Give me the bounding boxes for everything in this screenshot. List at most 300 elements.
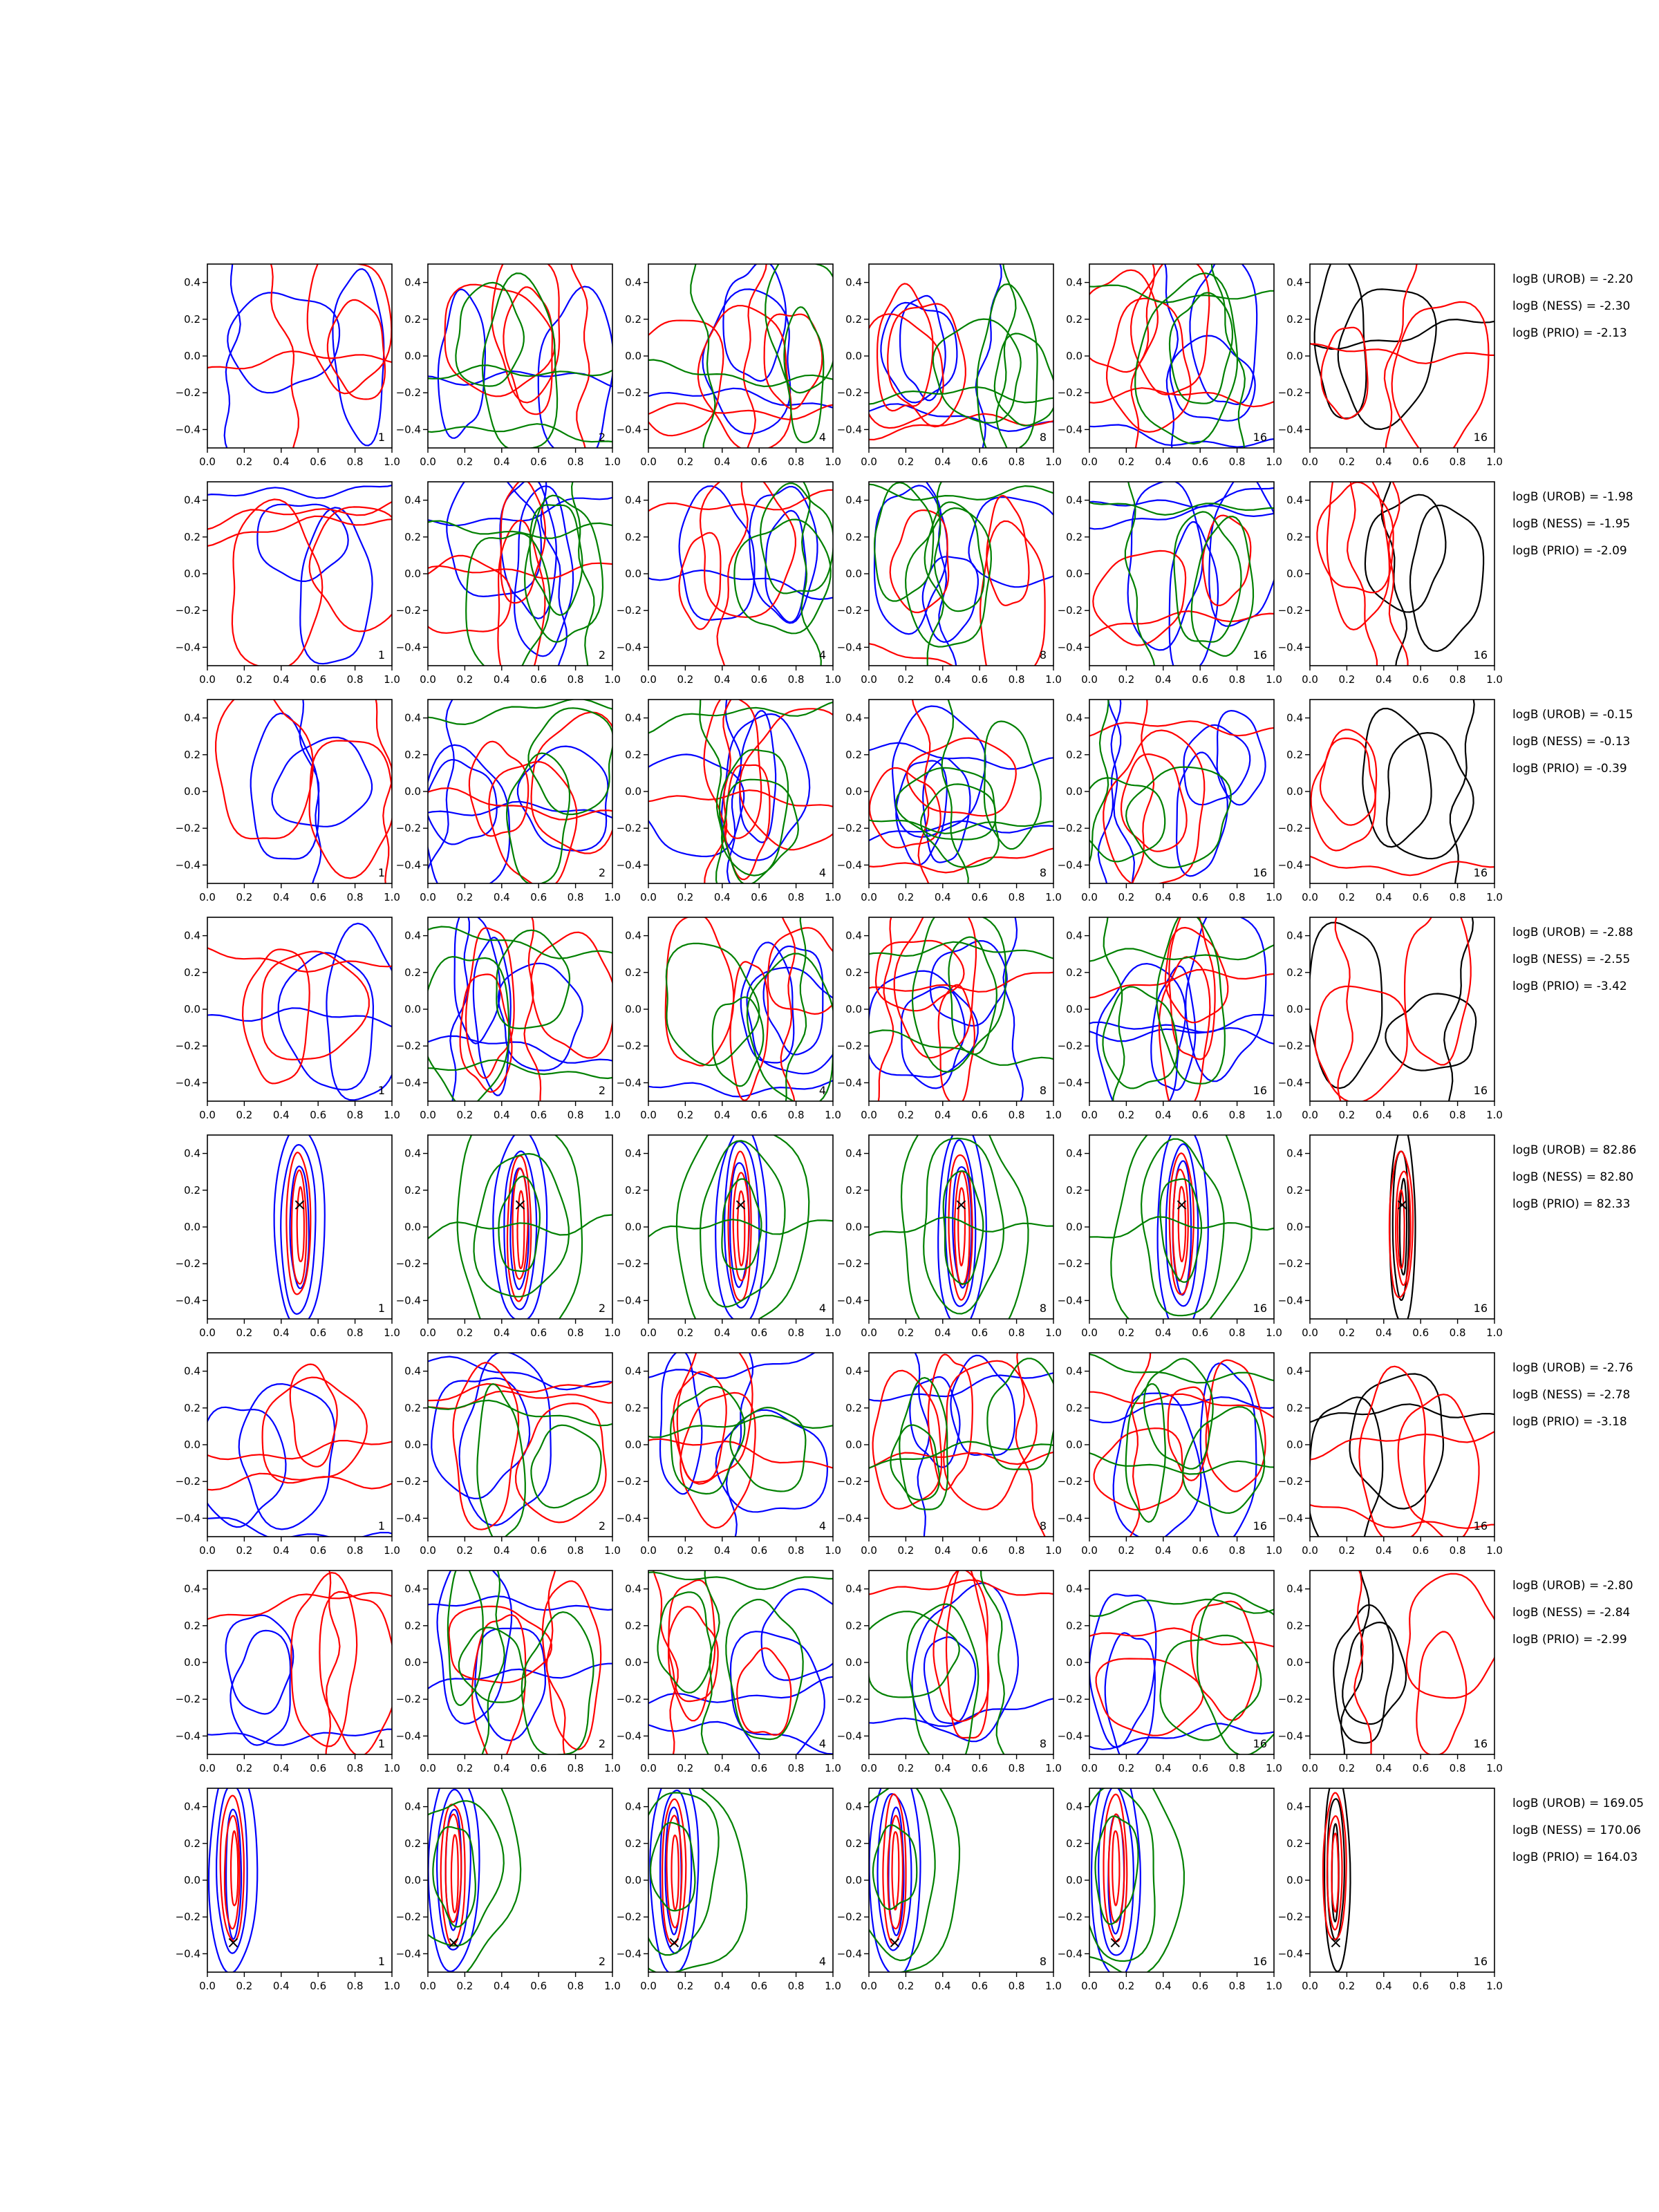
x-tick-label: 0.6 — [1412, 1327, 1430, 1339]
y-tick-label: 0.4 — [184, 1800, 200, 1813]
y-tick-label: 0.4 — [625, 711, 641, 724]
y-tick-label: −0.2 — [395, 1475, 421, 1488]
y-tick-label: 0.4 — [1286, 1582, 1303, 1595]
x-tick-label: 0.2 — [236, 673, 253, 686]
logB-annotation: logB (PRIO) = -2.09 — [1512, 544, 1627, 558]
x-tick-label: 1.0 — [1486, 456, 1503, 468]
y-tick-label: −0.4 — [395, 1947, 421, 1960]
panel-frame — [1310, 700, 1494, 883]
y-tick-label: 0.2 — [184, 530, 200, 543]
x-tick-label: 0.2 — [897, 456, 915, 468]
panel-r1-c6 — [1278, 256, 1503, 468]
green-contour — [1125, 478, 1155, 668]
x-tick-label: 0.6 — [1412, 456, 1430, 468]
y-tick-label: −0.2 — [1277, 1911, 1303, 1924]
panel-r8-c1 — [176, 1766, 400, 1992]
y-tick-label: −0.2 — [395, 1693, 421, 1706]
x-tick-label: 0.8 — [1449, 1544, 1466, 1557]
logB-annotation: logB (UROB) = 82.86 — [1512, 1143, 1637, 1157]
x-tick-label: 0.2 — [677, 1109, 694, 1121]
panel-label: 16 — [1473, 1955, 1488, 1968]
panel-label: 16 — [1253, 866, 1267, 879]
red-contour — [878, 913, 893, 1105]
x-tick-label: 0.6 — [310, 1109, 327, 1121]
x-tick-label: 0.2 — [1118, 1109, 1135, 1121]
blue-contour — [300, 507, 372, 664]
panel-label: 4 — [818, 1955, 826, 1968]
y-tick-label: 0.2 — [1066, 1401, 1082, 1414]
blue-contour — [865, 1698, 1056, 1727]
panel-frame — [1310, 1135, 1494, 1319]
x-tick-label: 0.0 — [1302, 891, 1318, 903]
x-tick-label: 0.6 — [971, 1109, 988, 1121]
x-tick-label: 0.0 — [861, 1762, 877, 1774]
x-tick-label: 0.4 — [934, 891, 951, 903]
x-tick-label: 0.0 — [861, 673, 877, 686]
logB-annotation: logB (NESS) = -2.30 — [1512, 299, 1631, 313]
y-tick-label: −0.2 — [1057, 1475, 1082, 1488]
y-tick-label: 0.0 — [404, 350, 421, 362]
x-tick-label: 1.0 — [1486, 891, 1503, 903]
y-tick-label: −0.2 — [1057, 604, 1082, 617]
x-tick-label: 0.4 — [713, 1327, 731, 1339]
x-tick-label: 0.2 — [897, 1980, 915, 1992]
x-tick-label: 1.0 — [1266, 1544, 1282, 1557]
x-tick-label: 0.2 — [236, 456, 253, 468]
x-tick-label: 0.2 — [456, 891, 474, 903]
x-tick-label: 1.0 — [1266, 1327, 1282, 1339]
x-tick-label: 0.2 — [456, 456, 474, 468]
panel-r4-c2 — [396, 910, 621, 1121]
y-tick-label: −0.4 — [836, 1730, 862, 1743]
x-tick-label: 1.0 — [384, 891, 400, 903]
green-contour — [1046, 1765, 1184, 1976]
y-tick-label: 0.0 — [404, 1438, 421, 1451]
panel-r4-c4 — [837, 903, 1062, 1121]
blue-contour — [1004, 914, 1024, 1105]
x-tick-label: 0.6 — [1412, 1544, 1430, 1557]
x-tick-label: 0.8 — [567, 1980, 584, 1992]
panel-r5-c1 — [176, 1127, 400, 1339]
panel-label: 16 — [1253, 1737, 1267, 1750]
x-tick-label: 0.0 — [861, 1544, 877, 1557]
x-tick-label: 0.8 — [346, 673, 364, 686]
green-contour — [981, 1568, 1006, 1759]
y-tick-label: 0.4 — [1066, 1147, 1082, 1160]
y-tick-label: −0.4 — [395, 641, 421, 654]
x-tick-label: 0.0 — [640, 1762, 657, 1774]
panel-label: 16 — [1253, 1302, 1267, 1315]
y-tick-label: −0.4 — [1057, 1076, 1082, 1089]
x-tick-label: 0.6 — [530, 456, 547, 468]
x-tick-label: 0.8 — [787, 456, 805, 468]
x-tick-label: 0.4 — [713, 1544, 731, 1557]
x-tick-label: 0.6 — [971, 456, 988, 468]
blue-contour — [645, 1344, 836, 1378]
x-tick-label: 0.4 — [713, 1109, 731, 1121]
blue-contour — [199, 1407, 286, 1527]
x-tick-label: 0.2 — [897, 891, 915, 903]
green-contour — [424, 699, 617, 724]
x-tick-label: 0.8 — [346, 456, 364, 468]
y-tick-label: −0.2 — [395, 386, 421, 400]
x-tick-label: 0.8 — [787, 673, 805, 686]
x-tick-label: 0.8 — [1228, 456, 1246, 468]
y-tick-label: 0.2 — [1066, 966, 1082, 979]
panel-r8-c6 — [1278, 1774, 1503, 1992]
x-tick-label: 0.4 — [272, 1544, 290, 1557]
y-tick-label: 0.4 — [184, 711, 200, 724]
y-tick-label: −0.4 — [1057, 423, 1082, 436]
y-tick-label: 0.4 — [625, 1365, 641, 1378]
x-tick-label: 0.8 — [1449, 1327, 1466, 1339]
panel-r2-c4 — [837, 478, 1074, 695]
x-tick-label: 1.0 — [1486, 1544, 1503, 1557]
red-contour — [939, 985, 975, 1105]
x-tick-label: 0.2 — [456, 1327, 474, 1339]
logB-annotation: logB (NESS) = -2.55 — [1512, 953, 1631, 966]
y-tick-label: 0.4 — [625, 276, 641, 289]
green-contour — [424, 1060, 616, 1078]
y-tick-label: 0.2 — [404, 966, 421, 979]
x-tick-label: 1.0 — [1266, 1762, 1282, 1774]
x-tick-label: 0.8 — [787, 1762, 805, 1774]
y-tick-label: −0.4 — [1057, 641, 1082, 654]
y-tick-label: 0.0 — [184, 350, 200, 362]
y-tick-label: 0.0 — [845, 785, 862, 798]
x-tick-label: 0.8 — [346, 1762, 364, 1774]
x-tick-label: 0.2 — [677, 1762, 694, 1774]
red-contour — [232, 499, 322, 668]
panel-r8-c5 — [1046, 1763, 1282, 1992]
green-contour — [984, 722, 1041, 850]
y-tick-label: 0.2 — [625, 1837, 641, 1850]
y-tick-label: 0.0 — [184, 1438, 200, 1451]
panel-r8-c4 — [828, 1745, 1062, 1992]
x-tick-label: 0.2 — [456, 1762, 474, 1774]
red-contour — [291, 1573, 357, 1746]
y-tick-label: −0.2 — [616, 604, 641, 617]
panel-r3-c6 — [1278, 697, 1503, 904]
green-contour — [424, 424, 616, 442]
y-tick-label: 0.4 — [1066, 276, 1082, 289]
panel-r8-c3 — [606, 1761, 841, 1992]
blue-contour — [204, 1730, 395, 1745]
y-tick-label: 0.0 — [1066, 1656, 1082, 1669]
x-tick-label: 0.0 — [420, 1980, 436, 1992]
x-tick-label: 0.6 — [1192, 456, 1209, 468]
logB-annotation: logB (UROB) = -1.98 — [1512, 490, 1633, 504]
green-contour — [1086, 285, 1278, 303]
y-tick-label: 0.4 — [845, 1365, 862, 1378]
x-tick-label: 0.6 — [310, 891, 327, 903]
x-tick-label: 0.8 — [1228, 1109, 1246, 1121]
x-tick-label: 0.2 — [456, 673, 474, 686]
panel-label: 2 — [598, 1737, 606, 1750]
y-tick-label: 0.0 — [1066, 1221, 1082, 1233]
blue-contour — [723, 261, 786, 381]
red-contour — [865, 848, 1056, 873]
green-contour — [869, 1217, 1054, 1236]
panel-label: 8 — [1039, 866, 1047, 879]
panel-frame — [207, 482, 392, 666]
x-tick-label: 0.8 — [787, 1544, 805, 1557]
panel-frame — [428, 1135, 612, 1319]
x-tick-label: 0.6 — [1192, 1327, 1209, 1339]
x-tick-label: 0.8 — [1008, 891, 1025, 903]
panel-label: 8 — [1039, 1084, 1047, 1097]
logB-annotation: logB (NESS) = 170.06 — [1512, 1824, 1641, 1837]
true-value-marker — [229, 1938, 237, 1947]
black-contour — [1342, 1622, 1406, 1724]
green-contour — [977, 284, 1038, 459]
panel-label: 4 — [818, 1737, 826, 1750]
y-tick-label: −0.2 — [395, 1911, 421, 1924]
y-tick-label: 0.4 — [1286, 494, 1303, 507]
x-tick-label: 0.0 — [861, 1327, 877, 1339]
panel-label: 2 — [598, 1084, 606, 1097]
y-tick-label: −0.4 — [1277, 1947, 1303, 1960]
y-tick-label: −0.4 — [616, 1512, 641, 1525]
x-tick-label: 1.0 — [604, 1544, 621, 1557]
y-tick-label: 0.0 — [625, 1874, 641, 1886]
y-tick-label: −0.4 — [836, 1947, 862, 1960]
x-tick-label: 0.0 — [1302, 1109, 1318, 1121]
x-tick-label: 1.0 — [604, 1109, 621, 1121]
y-tick-label: −0.2 — [836, 1257, 862, 1271]
x-tick-label: 1.0 — [1266, 673, 1282, 686]
panel-r4-c3 — [617, 912, 847, 1121]
panel-r7-c2 — [396, 1552, 621, 1774]
y-tick-label: 0.0 — [625, 785, 641, 798]
y-tick-label: −0.2 — [1277, 1040, 1303, 1053]
x-tick-label: 0.8 — [1008, 1980, 1025, 1992]
y-tick-label: −0.2 — [175, 1693, 200, 1706]
panel-r7-c4 — [837, 1563, 1062, 1774]
y-tick-label: −0.4 — [1277, 1730, 1303, 1743]
x-tick-label: 1.0 — [604, 891, 621, 903]
panel-label: 8 — [1039, 431, 1047, 444]
x-tick-label: 0.4 — [934, 1544, 951, 1557]
y-tick-label: 0.2 — [184, 1837, 200, 1850]
y-tick-label: −0.2 — [1277, 822, 1303, 835]
blue-contour — [645, 1079, 836, 1096]
x-tick-label: 0.2 — [1338, 1327, 1356, 1339]
x-tick-label: 0.2 — [236, 891, 253, 903]
logB-annotation: logB (UROB) = -2.20 — [1512, 272, 1633, 286]
y-tick-label: −0.2 — [836, 1693, 862, 1706]
red-contour — [216, 687, 313, 838]
panel-label: 1 — [377, 1302, 385, 1315]
y-tick-label: −0.2 — [836, 1475, 862, 1488]
x-tick-label: 0.0 — [861, 1980, 877, 1992]
y-tick-label: 0.4 — [1286, 711, 1303, 724]
y-tick-label: −0.2 — [836, 386, 862, 400]
y-tick-label: 0.4 — [1066, 1365, 1082, 1378]
blue-contour — [924, 1637, 975, 1723]
x-tick-label: 0.0 — [420, 673, 436, 686]
x-tick-label: 0.4 — [1375, 1109, 1392, 1121]
panel-frame — [207, 917, 392, 1101]
panel-r5-c2 — [396, 1111, 621, 1360]
green-contour — [646, 360, 836, 387]
panel-frame — [1089, 700, 1274, 883]
green-contour — [921, 784, 998, 867]
x-tick-label: 0.6 — [310, 1544, 327, 1557]
y-tick-label: −0.2 — [1277, 1257, 1303, 1271]
y-tick-label: 0.0 — [1066, 1003, 1082, 1015]
x-tick-label: 0.2 — [677, 673, 694, 686]
x-tick-label: 0.4 — [1375, 456, 1392, 468]
y-tick-label: −0.4 — [836, 1512, 862, 1525]
x-tick-label: 1.0 — [1266, 456, 1282, 468]
x-tick-label: 0.2 — [1338, 673, 1356, 686]
x-tick-label: 0.4 — [493, 891, 510, 903]
blue-contour — [1097, 964, 1185, 1119]
panel-r3-c5 — [1058, 695, 1282, 903]
y-tick-label: −0.4 — [1277, 1294, 1303, 1307]
x-tick-label: 0.2 — [236, 1980, 253, 1992]
x-tick-label: 0.6 — [1412, 1762, 1430, 1774]
y-tick-label: 0.0 — [1286, 350, 1303, 362]
x-tick-label: 0.2 — [1118, 673, 1135, 686]
red-contour — [986, 496, 1029, 606]
logB-annotation: logB (NESS) = 82.80 — [1512, 1170, 1634, 1184]
y-tick-label: 0.4 — [1066, 929, 1082, 942]
blue-contour — [272, 738, 372, 827]
x-tick-label: 0.4 — [934, 673, 951, 686]
x-tick-label: 0.4 — [272, 1980, 290, 1992]
y-tick-label: 0.2 — [625, 748, 641, 761]
panel-frame — [207, 1135, 392, 1319]
y-tick-label: 0.0 — [184, 1656, 200, 1669]
logB-annotation: logB (PRIO) = 164.03 — [1512, 1850, 1638, 1864]
logB-annotation: logB (PRIO) = -3.18 — [1512, 1415, 1627, 1429]
x-tick-label: 0.8 — [1008, 1762, 1025, 1774]
y-tick-label: −0.4 — [616, 423, 641, 436]
green-contour — [1087, 1353, 1278, 1382]
red-contour — [310, 741, 393, 879]
green-contour — [645, 1572, 836, 1589]
x-tick-label: 0.0 — [1081, 1544, 1098, 1557]
x-tick-label: 0.4 — [713, 1762, 731, 1774]
green-contour — [448, 1562, 483, 1705]
y-tick-label: 0.4 — [625, 1582, 641, 1595]
x-tick-label: 1.0 — [1045, 891, 1062, 903]
y-tick-label: −0.4 — [1277, 1076, 1303, 1089]
y-tick-label: 0.4 — [845, 276, 862, 289]
x-tick-label: 0.8 — [787, 1327, 805, 1339]
x-tick-label: 0.4 — [272, 891, 290, 903]
panel-frame — [1089, 917, 1274, 1101]
x-tick-label: 1.0 — [1266, 891, 1282, 903]
x-tick-label: 1.0 — [825, 673, 841, 686]
black-contour — [1387, 733, 1473, 859]
y-tick-label: −0.4 — [1057, 1947, 1082, 1960]
panel-r7-c5 — [1058, 1571, 1296, 1774]
x-tick-label: 0.4 — [1375, 1980, 1392, 1992]
x-tick-label: 0.0 — [199, 1109, 216, 1121]
blue-contour — [912, 1583, 1018, 1741]
x-tick-label: 0.4 — [493, 456, 510, 468]
x-tick-label: 0.8 — [567, 891, 584, 903]
y-tick-label: 0.2 — [845, 1837, 862, 1850]
x-tick-label: 0.8 — [1449, 1980, 1466, 1992]
y-tick-label: 0.0 — [1066, 568, 1082, 580]
x-tick-label: 0.4 — [1154, 1762, 1172, 1774]
x-tick-label: 1.0 — [825, 456, 841, 468]
x-tick-label: 0.2 — [1118, 1327, 1135, 1339]
red-contour — [1109, 1815, 1125, 1922]
y-tick-label: 0.0 — [625, 1221, 641, 1233]
x-tick-label: 0.4 — [493, 673, 510, 686]
red-contour — [1086, 388, 1277, 406]
green-contour — [572, 478, 594, 669]
x-tick-label: 0.8 — [1228, 1762, 1246, 1774]
y-tick-label: −0.2 — [1277, 1475, 1303, 1488]
red-contour — [1327, 454, 1389, 630]
red-contour — [328, 300, 385, 400]
y-tick-label: 0.0 — [184, 1003, 200, 1015]
panel-frame — [428, 700, 612, 883]
panel-label: 4 — [818, 431, 826, 444]
blue-contour — [274, 1127, 325, 1327]
x-tick-label: 0.4 — [272, 1327, 290, 1339]
x-tick-label: 1.0 — [604, 673, 621, 686]
y-tick-label: 0.2 — [184, 966, 200, 979]
panel-r2-c3 — [617, 471, 841, 686]
y-tick-label: 0.0 — [184, 1874, 200, 1886]
panel-label: 1 — [377, 431, 385, 444]
y-tick-label: 0.4 — [184, 1582, 200, 1595]
blue-contour — [203, 485, 395, 498]
blue-contour — [231, 1631, 291, 1745]
y-tick-label: 0.2 — [1286, 1183, 1303, 1197]
panel-frame — [1310, 482, 1494, 666]
x-tick-label: 0.8 — [567, 456, 584, 468]
x-tick-label: 0.4 — [272, 1109, 290, 1121]
panel-r8-c2 — [391, 1763, 621, 1992]
y-tick-label: 0.2 — [1286, 1619, 1303, 1632]
x-tick-label: 0.2 — [1118, 891, 1135, 903]
x-tick-label: 0.0 — [640, 1327, 657, 1339]
y-tick-label: 0.4 — [845, 1582, 862, 1595]
x-tick-label: 0.2 — [1118, 1980, 1135, 1992]
x-tick-label: 0.0 — [420, 1327, 436, 1339]
y-tick-label: 0.2 — [1066, 1619, 1082, 1632]
x-tick-label: 0.8 — [346, 1544, 364, 1557]
x-tick-label: 0.2 — [1338, 891, 1356, 903]
x-tick-label: 0.4 — [1154, 891, 1172, 903]
x-tick-label: 1.0 — [1266, 1109, 1282, 1121]
y-tick-label: 0.2 — [625, 1183, 641, 1197]
x-tick-label: 0.6 — [751, 1980, 768, 1992]
x-tick-label: 0.6 — [751, 1327, 768, 1339]
x-tick-label: 0.2 — [1118, 456, 1135, 468]
x-tick-label: 0.0 — [1081, 456, 1098, 468]
red-contour — [1335, 914, 1353, 1105]
y-tick-label: 0.2 — [404, 1837, 421, 1850]
x-tick-label: 0.0 — [420, 456, 436, 468]
panel-frame — [869, 700, 1053, 883]
red-contour — [865, 1580, 1057, 1595]
x-tick-label: 0.8 — [1449, 456, 1466, 468]
y-tick-label: 0.2 — [184, 312, 200, 326]
x-tick-label: 0.4 — [1375, 1327, 1392, 1339]
y-tick-label: 0.2 — [404, 748, 421, 761]
panel-r3-c1 — [176, 687, 400, 903]
x-tick-label: 0.4 — [493, 1109, 510, 1121]
